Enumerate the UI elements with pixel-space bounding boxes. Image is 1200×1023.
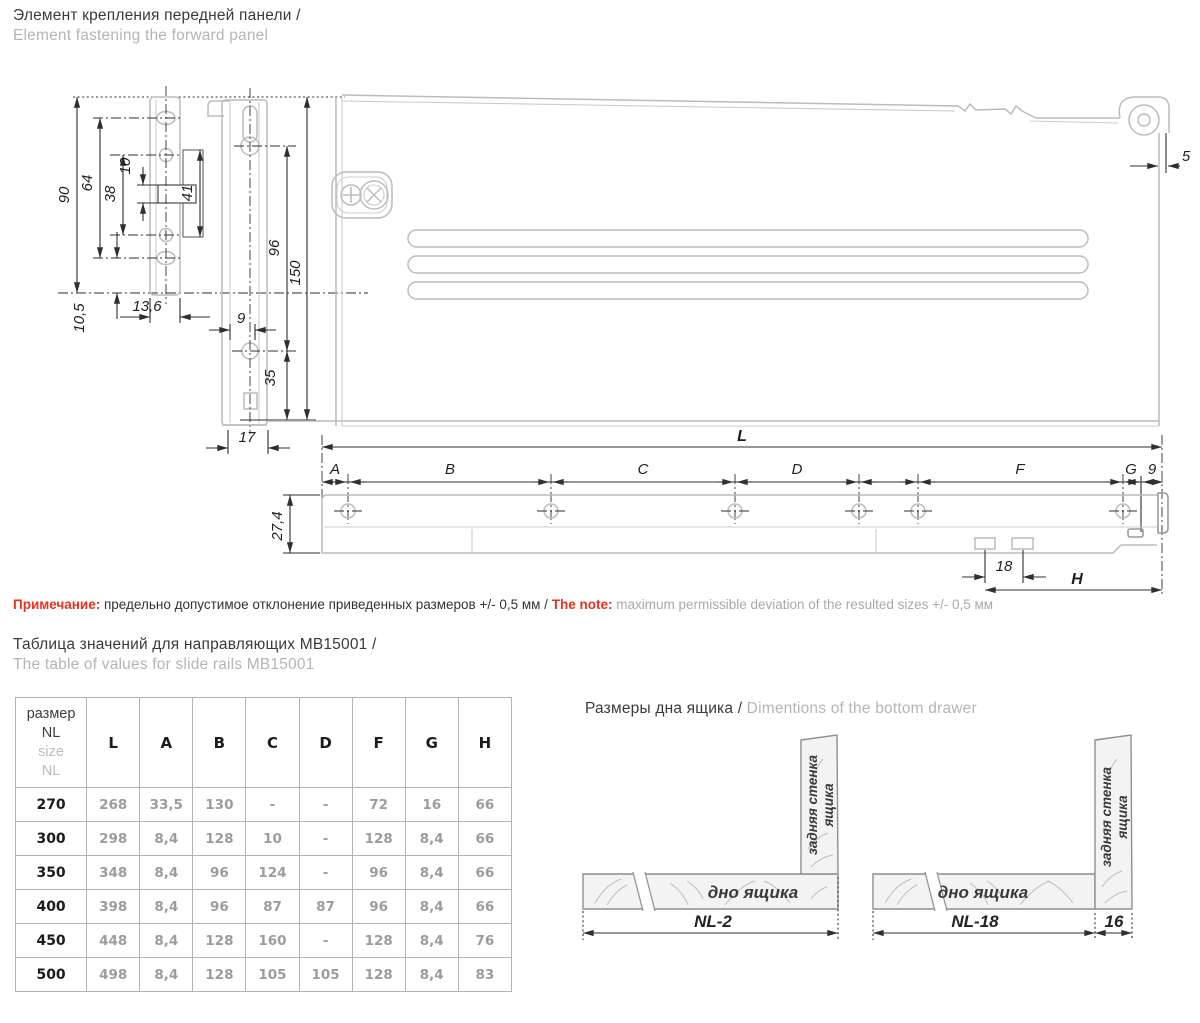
table-header-L: L [87,698,140,788]
cell: 8,4 [405,822,458,856]
roller [1129,105,1159,135]
dim-label-96: 96 [266,239,283,257]
cell: 33,5 [140,788,193,822]
table-header-H: H [458,698,511,788]
fastening-element [332,172,392,218]
table-row [16,822,512,856]
cell-size: 300 [16,822,87,856]
cell: 87 [299,890,352,924]
cell: 498 [87,958,140,992]
dim-label-nl18: NL-18 [951,912,999,931]
table-header-F: F [352,698,405,788]
page-title [13,6,301,46]
slide-rail-drawing [269,428,1168,596]
cell: - [299,822,352,856]
table-header-A: A [140,698,193,788]
cell: 128 [352,822,405,856]
drawer-bottom-title-en: Dimentions of the bottom drawer [746,700,977,717]
table-header-size: размер NL size NL [16,698,87,788]
cell: 66 [458,856,511,890]
dim-label-35: 35 [262,369,279,387]
cell: 66 [458,822,511,856]
cell: 124 [246,856,299,890]
dim-label-10: 10 [117,157,134,175]
note [13,597,1163,613]
drawer-bottom-label: дно ящика [937,883,1029,902]
table-header-row [16,698,512,788]
drawer-bottom-label: дно ящика [707,883,799,902]
cell: 160 [246,924,299,958]
drawer-bottom-title-ru: Размеры дна ящика / [585,700,743,717]
cell: 96 [352,890,405,924]
cell: 128 [352,924,405,958]
drawer-side-panel [222,95,1191,426]
cell: 268 [87,788,140,822]
table-header-B: B [193,698,246,788]
back-wall-label-line1: задняя стенка [805,754,820,856]
cell: 66 [458,788,511,822]
drawer-bottom-diagram-nl2 [583,735,838,940]
dim-label-5: 5 [1181,148,1191,165]
cell: 105 [299,958,352,992]
table-title-en: The table of values for slide rails MB15001 [13,656,315,673]
dim-label-10-5: 10,5 [71,303,88,333]
table-row [16,856,512,890]
cell: - [299,788,352,822]
cell: 8,4 [140,856,193,890]
rail-dim-label-C: C [637,461,649,478]
dim-label-18: 18 [995,558,1013,575]
cell: 10 [246,822,299,856]
dim-label-64: 64 [79,174,96,192]
cell: 128 [193,924,246,958]
table-row [16,788,512,822]
cell: - [246,788,299,822]
cell: 96 [193,890,246,924]
cell: 105 [246,958,299,992]
rail-dim-label-L: L [737,428,747,445]
dimensions-table [15,697,512,992]
rail-dim-label-9: 9 [1147,461,1157,478]
table-row [16,890,512,924]
note-label-en: The note: [551,597,613,612]
cell: 76 [458,924,511,958]
dim-label-16: 16 [1104,912,1124,931]
page-title-en: Element fastening the forward panel [13,27,269,44]
cell: 130 [193,788,246,822]
panel-ridge [408,256,1088,273]
rail-dim-label-F: F [1015,461,1025,478]
table-row [16,958,512,992]
panel-ridge [408,230,1088,247]
cell: 348 [87,856,140,890]
note-label-ru: Примечание: [13,597,101,612]
cell: 8,4 [405,958,458,992]
drawer-bottom-diagrams [575,727,1200,977]
cell: 398 [87,890,140,924]
rail-dim-label-D: D [791,461,803,478]
technical-drawing [0,80,1200,600]
table-row [16,924,512,958]
dim-label-150: 150 [287,260,304,286]
cell: 8,4 [140,890,193,924]
drawer-bottom-diagram-nl18 [873,735,1132,940]
table-header-G: G [405,698,458,788]
cell: 87 [246,890,299,924]
cell-size: 400 [16,890,87,924]
cell-size: 270 [16,788,87,822]
cell-size: 450 [16,924,87,958]
cell: 72 [352,788,405,822]
cell: 298 [87,822,140,856]
panel-ridge [408,282,1088,299]
rail-dim-label-G: G [1125,461,1137,478]
table-header-C: C [246,698,299,788]
note-text-ru: предельно допустимое отклонение приведенных размеров +/- 0,5 мм / [103,597,548,612]
drawer-bottom-title [585,699,977,719]
page-title-ru: Элемент крепления передней панели / [13,7,301,24]
cell: 96 [352,856,405,890]
cell-size: 350 [16,856,87,890]
cell: 8,4 [140,924,193,958]
note-text-en: maximum permissible deviation of the resulted sizes +/- 0,5 мм [616,597,994,612]
dim-label-nl2: NL-2 [694,912,732,931]
dim-label-13-6: 13,6 [132,298,162,315]
cell: - [299,924,352,958]
dim-label-27-4: 27,4 [269,511,286,541]
cell: 8,4 [405,924,458,958]
dim-label-41: 41 [179,184,196,202]
table-header-D: D [299,698,352,788]
cell: 83 [458,958,511,992]
cell: 16 [405,788,458,822]
cell: 96 [193,856,246,890]
cell: 8,4 [140,822,193,856]
dim-label-38: 38 [102,185,119,203]
cell: 8,4 [405,856,458,890]
cell-size: 500 [16,958,87,992]
dim-label-9-bracket: 9 [236,310,246,327]
rail-dim-label-B: B [444,461,456,478]
rail-lance [1012,538,1033,549]
cell: 66 [458,890,511,924]
rail-dim-label-A: A [329,461,341,478]
dim-label-H: H [1071,571,1083,588]
cell: 128 [193,822,246,856]
back-wall-label-line2: ящика [1115,795,1130,839]
rail-lance [975,538,995,549]
back-wall-label-line1: задняя стенка [1099,766,1114,868]
cell: 448 [87,924,140,958]
table-title-ru: Таблица значений для направляющих MB15001 / [13,636,377,653]
cell: 128 [193,958,246,992]
front-panel-fastening-bracket [56,86,368,454]
cell: - [299,856,352,890]
back-wall-label-line2: ящика [821,783,836,827]
table-title [13,635,376,675]
cell: 8,4 [405,890,458,924]
dim-label-17: 17 [238,429,256,446]
cell: 8,4 [140,958,193,992]
dim-label-90: 90 [56,186,73,204]
cell: 128 [352,958,405,992]
